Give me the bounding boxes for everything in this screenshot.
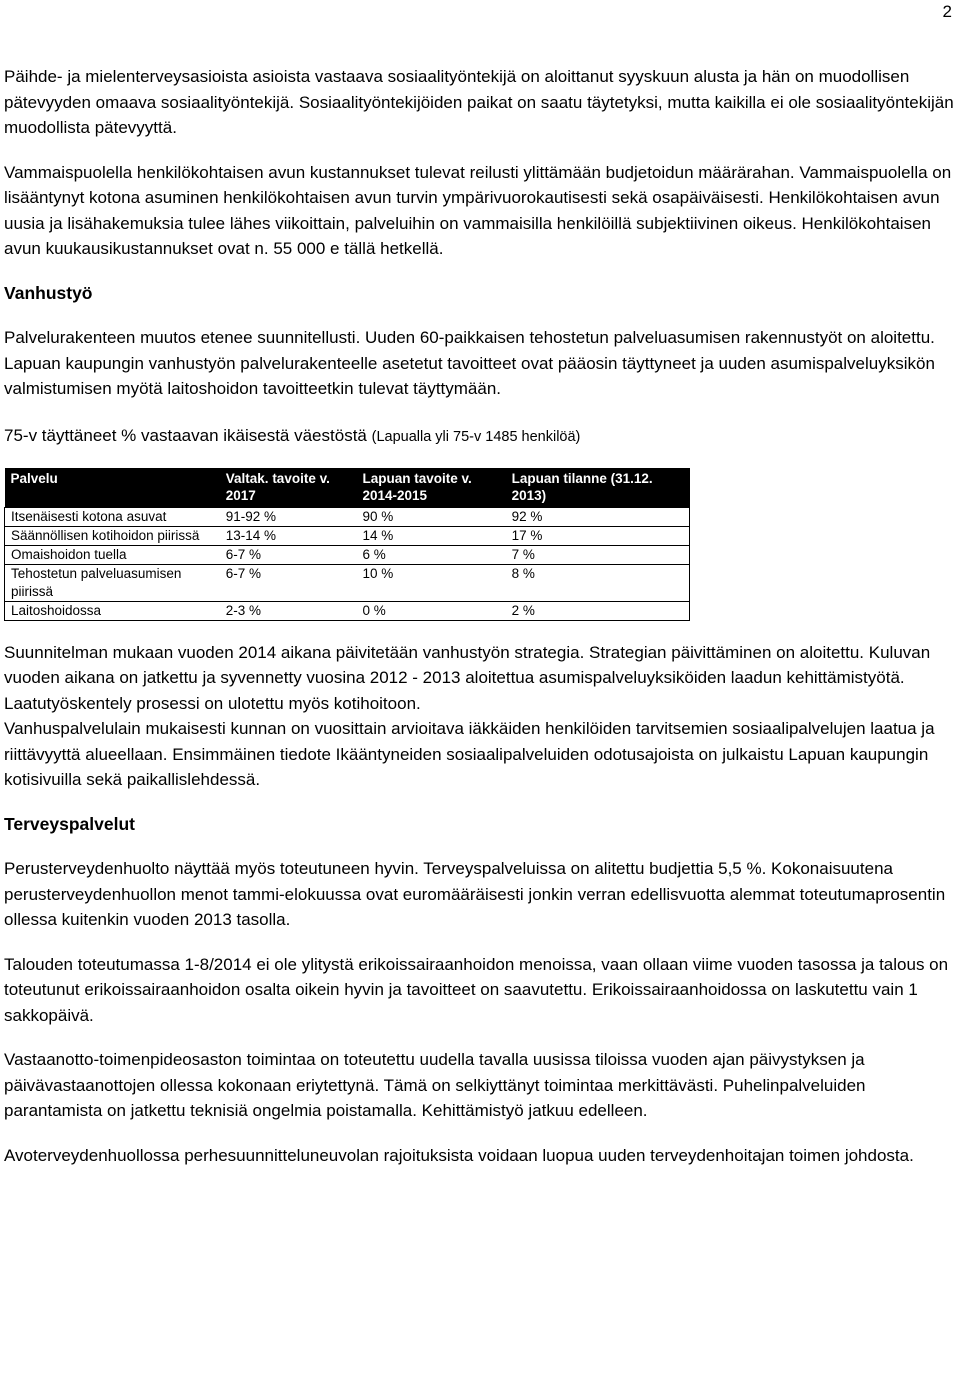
table-cell: 13-14 % [220,526,357,545]
header-lapuan-tavoite: Lapuan tavoite v. 2014-2015 [356,468,505,508]
services-table [4,468,690,621]
header-valtak-tavoite: Valtak. tavoite v. 2017 [220,468,357,508]
table-cell: Tehostetun palveluasumisen piirissä [5,564,220,601]
table-cell: 17 % [506,526,690,545]
vanhustyo-paragraph-2: Lapuan kaupungin vanhustyön palvelurakenteelle asetetut tavoitteet ovat pääosin täyttyneet ja uuden asumispalveluyksikön valmistumisen myötä laitoshoidon tavoitteetkin tulevat täyttymään. [4,353,935,398]
table-row [5,601,690,620]
page-number: 2 [942,2,952,21]
table-cell: 2-3 % [220,601,357,620]
terveys-paragraph-2: Talouden toteutumassa 1-8/2014 ei ole ylitystä erikoissairaanhoidon menoissa, vaan ollaan viime vuoden tasossa ja talous on toteutunut erikoissairaanhoidon osalta oikein hyvin ja tavoitteet on saavutettu. Erikoissairaanhoidossa on laskutettu vain 1 sakkopäivä. [4,954,949,1025]
table-title [4,423,954,450]
table-cell: 6 % [356,545,505,564]
table-cell: 2 % [506,601,690,620]
intro-paragraph-2: Vammaispuolella henkilökohtaisen avun kustannukset tulevat reilusti ylittämään budjetoidun määrärahan. Vammaispuolella on lisääntynyt kotona asuminen henkilökohtaisen avun turvin ympärivuorokautisesti sekä osapäiväisesti. Henkilökohtaisen avun uusia ja lisähakemuksia tulee lähes viikoittain, palveluihin on vammaisilla henkilöillä subjektiivinen oikeus. Henkilökohtaisen avun kuukausikustannukset ovat n. 55 000 e tällä hetkellä. [4,162,952,258]
table-title-main: 75-v täyttäneet % vastaavan ikäisestä väestöstä [4,425,367,445]
vanhuspalvelulaki-paragraph: Vanhuspalvelulain mukaisesti kunnan on vuosittain arvioitava iäkkäiden henkilöiden tarvitsemien sosiaalipalvelujen laatua ja riittävyyttä alueellaan. Ensimmäinen tiedote Ikääntyneiden sosiaalipalveluiden odotusajoista on julkaistu Lapuan kaupungin kotisivuilla sekä paikallislehdessä. [4,719,935,789]
intro-paragraph-1: Päihde- ja mielenterveysasioista asioista vastaava sosiaalityöntekijä on aloittanut syyskuun alusta ja hän on muodollisen pätevyyden omaava sosiaalityöntekijä. Sosiaalityöntekijöiden paikat on saatu täytetyksi, mutta kaikilla ei ole sosiaalityöntekijän muodollista pätevyyttä. [4,67,954,137]
table-cell: 90 % [356,507,505,526]
section-heading-vanhustyo: Vanhustyö [4,282,93,303]
table-cell: 7 % [506,545,690,564]
terveys-paragraph-1: Perusterveydenhuolto näyttää myös toteutuneen hyvin. Terveyspalveluissa on alitettu budjettia 5,5 %. Kokonaisuutena perusterveydenhuollon menot tammi-elokuussa ovat euromääräisesti jonkin verran edellisvuotta alemmat toteutumaprosentin ollessa kuitenkin vuoden 2013 tasolla. [4,859,946,929]
header-palvelu: Palvelu [5,468,220,508]
table-cell: 92 % [506,507,690,526]
section-heading-terveyspalvelut: Terveyspalvelut [4,813,135,834]
header-lapuan-tilanne: Lapuan tilanne (31.12. 2013) [506,468,690,508]
vanhustyo-paragraph-1: Palvelurakenteen muutos etenee suunnitellusti. Uuden 60-paikkaisen tehostetun palveluasumisen rakennustyöt on aloitettu. [4,328,935,347]
table-cell: Säännöllisen kotihoidon piirissä [5,526,220,545]
document-body [4,64,954,1168]
table-header-row [5,468,690,508]
table-cell: 91-92 % [220,507,357,526]
table-cell: 6-7 % [220,564,357,601]
table-row [5,526,690,545]
table-cell: Omaishoidon tuella [5,545,220,564]
table-cell: 6-7 % [220,545,357,564]
table-row [5,564,690,601]
table-cell: 14 % [356,526,505,545]
terveys-paragraph-4: Avoterveydenhuollossa perhesuunnitteluneuvolan rajoituksista voidaan luopua uuden terveydenhoitajan toimen johdosta. [4,1145,914,1165]
table-row [5,507,690,526]
terveys-paragraph-3: Vastaanotto-toimenpideosaston toimintaa on toteutettu uudella tavalla uusissa tiloissa vuoden ajan päivystyksen ja päivävastaanottojen ollessa kokonaan eriytettynä. Tämä on selkiyttänyt toimintaa merkittävästi. Puhelinpalveluiden parantamista on jatkettu teknisiä ongelmia poistamalla. Kehittämistyö jatkuu edelleen. [4,1050,866,1120]
table-title-note: (Lapualla yli 75-v 1485 henkilöä) [371,428,581,445]
table-row [5,545,690,564]
table-cell: Itsenäisesti kotona asuvat [5,507,220,526]
table-cell: 10 % [356,564,505,601]
table-cell: 0 % [356,601,505,620]
table-cell: 8 % [506,564,690,601]
strategy-paragraph: Suunnitelman mukaan vuoden 2014 aikana päivitetään vanhustyön strategia. Strategian päivittäminen on aloitettu. Kuluvan vuoden aikana on jatkettu ja syvennetty vuosina 2012 - 2013 aloitettua asumispalveluyksiköiden laadun kehittämistyötä. Laatutyöskentely prosessi on ulotettu myös kotihoitoon. [4,642,931,713]
table-cell: Laitoshoidossa [5,601,220,620]
